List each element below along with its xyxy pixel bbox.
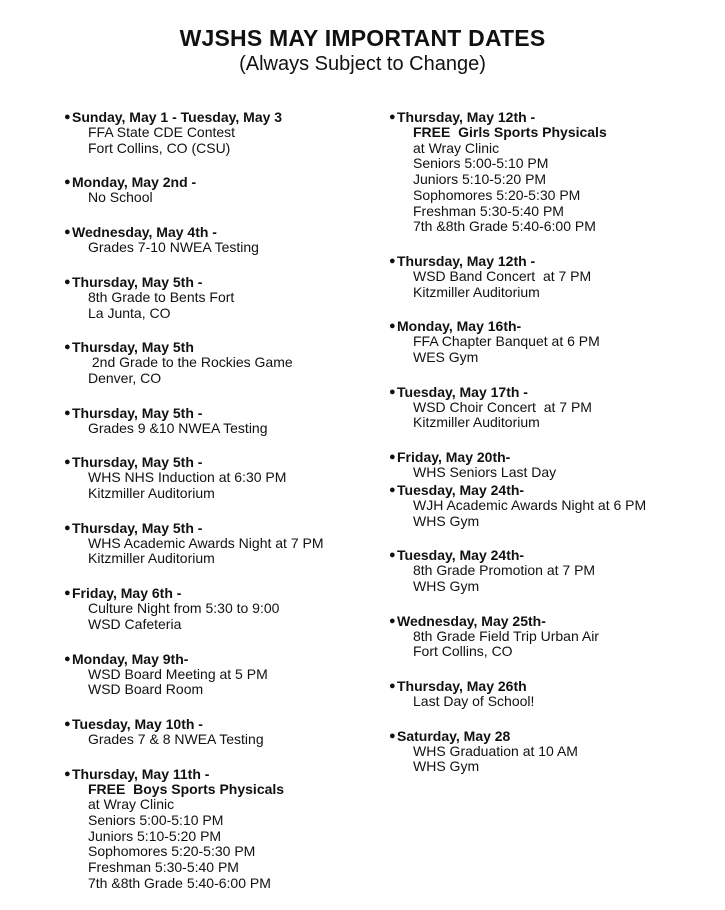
event-date: Thursday, May 26th xyxy=(397,678,527,695)
event-item xyxy=(65,520,365,567)
event-item xyxy=(390,253,710,300)
event-item xyxy=(390,482,710,529)
event-detail: WHS Graduation at 10 AM xyxy=(413,742,578,759)
event-detail: 8th Grade Promotion at 7 PM xyxy=(413,562,596,579)
event-heading xyxy=(65,585,365,601)
bullet-icon: ● xyxy=(64,521,71,534)
event-detail: Sophomores 5:20-5:30 PM xyxy=(413,186,581,203)
event-item xyxy=(65,405,365,437)
event-detail: FREE Girls Sports Physicals xyxy=(413,124,607,140)
event-heading xyxy=(390,613,710,629)
event-detail: Juniors 5:10-5:20 PM xyxy=(88,827,222,844)
event-heading xyxy=(65,651,365,667)
event-item xyxy=(390,678,710,710)
bullet-icon: ● xyxy=(64,275,71,288)
event-detail: La Junta, CO xyxy=(88,304,171,321)
event-item xyxy=(390,449,710,481)
event-detail: Sophomores 5:20-5:30 PM xyxy=(88,843,256,860)
bullet-icon: ● xyxy=(64,226,71,239)
event-date: Thursday, May 5th - xyxy=(72,519,203,536)
event-detail: WHS NHS Induction at 6:30 PM xyxy=(88,469,287,486)
event-date: Thursday, May 5th - xyxy=(72,273,203,290)
bullet-icon: ● xyxy=(64,176,71,189)
event-item xyxy=(65,585,365,632)
event-detail: WES Gym xyxy=(413,349,479,366)
event-item xyxy=(390,109,710,235)
bullet-icon: ● xyxy=(64,341,71,354)
event-heading xyxy=(390,449,710,465)
event-item xyxy=(390,318,710,365)
event-item xyxy=(65,651,365,698)
event-detail: Kitzmiller Auditorium xyxy=(413,283,540,300)
event-detail: Kitzmiller Auditorium xyxy=(88,550,215,567)
event-date: Thursday, May 5th xyxy=(72,339,194,356)
event-heading xyxy=(65,716,365,732)
event-detail: Culture Night from 5:30 to 9:00 xyxy=(88,600,280,617)
event-item xyxy=(390,384,710,431)
bullet-icon: ● xyxy=(64,717,71,730)
event-item xyxy=(65,274,365,321)
event-heading xyxy=(390,318,710,334)
bullet-icon: ● xyxy=(389,549,396,562)
bullet-icon: ● xyxy=(389,111,396,123)
event-detail: 7th &8th Grade 5:40-6:00 PM xyxy=(88,874,271,891)
bullet-icon: ● xyxy=(389,729,396,742)
bullet-icon: ● xyxy=(389,385,396,398)
event-item xyxy=(65,766,365,892)
event-heading xyxy=(390,678,710,694)
bullet-icon: ● xyxy=(389,320,396,333)
event-heading xyxy=(390,253,710,269)
event-detail: WHS Gym xyxy=(413,512,480,529)
event-detail: WSD Board Room xyxy=(88,681,204,698)
event-detail: Fort Collins, CO (CSU) xyxy=(88,139,231,156)
page-subtitle: (Always Subject to Change) xyxy=(239,53,486,75)
event-detail: Fort Collins, CO xyxy=(413,643,513,660)
event-date: Saturday, May 28 xyxy=(397,727,511,744)
event-date: Tuesday, May 24th- xyxy=(397,481,525,498)
bullet-icon: ● xyxy=(389,451,396,464)
event-detail: WHS Gym xyxy=(413,758,480,775)
event-detail: at Wray Clinic xyxy=(88,796,175,813)
event-heading xyxy=(65,405,365,421)
event-item xyxy=(390,728,710,775)
event-heading xyxy=(65,520,365,536)
event-date: Thursday, May 11th - xyxy=(72,765,210,782)
event-date: Friday, May 20th- xyxy=(397,449,511,466)
event-heading xyxy=(390,482,710,498)
event-date: Thursday, May 12th - xyxy=(397,252,536,269)
event-heading xyxy=(65,274,365,290)
event-item xyxy=(65,224,365,256)
event-date: Thursday, May 5th - xyxy=(72,404,203,421)
event-heading xyxy=(390,547,710,563)
event-item xyxy=(65,174,365,206)
event-detail: 8th Grade to Bents Fort xyxy=(88,288,235,305)
event-date: Friday, May 6th - xyxy=(72,585,182,602)
event-detail: WHS Seniors Last Day xyxy=(413,464,557,481)
event-detail: 2nd Grade to the Rockies Game xyxy=(88,354,293,371)
event-item xyxy=(390,613,710,660)
event-date: Sunday, May 1 - Tuesday, May 3 xyxy=(72,109,283,125)
event-item xyxy=(65,716,365,748)
bullet-icon: ● xyxy=(64,456,71,469)
bullet-icon: ● xyxy=(389,614,396,627)
event-detail: No School xyxy=(88,189,153,206)
event-detail: Kitzmiller Auditorium xyxy=(413,414,540,431)
event-detail: FFA Chapter Banquet at 6 PM xyxy=(413,333,600,350)
event-detail: Seniors 5:00-5:10 PM xyxy=(88,812,224,829)
event-item xyxy=(65,109,365,156)
event-detail: Freshman 5:30-5:40 PM xyxy=(413,202,564,219)
event-detail: Denver, CO xyxy=(88,369,162,386)
event-detail: 8th Grade Field Trip Urban Air xyxy=(413,627,599,644)
event-detail: 7th &8th Grade 5:40-6:00 PM xyxy=(413,218,596,235)
event-heading xyxy=(65,109,365,125)
event-date: Thursday, May 5th - xyxy=(72,454,203,471)
bullet-icon: ● xyxy=(389,254,396,267)
event-detail: at Wray Clinic xyxy=(413,139,500,156)
left-column xyxy=(65,109,365,892)
event-detail: Seniors 5:00-5:10 PM xyxy=(413,155,549,172)
bullet-icon: ● xyxy=(389,680,396,693)
event-date: Monday, May 2nd - xyxy=(72,174,197,191)
event-date: Tuesday, May 24th- xyxy=(397,547,525,564)
event-detail: WJH Academic Awards Night at 6 PM xyxy=(413,496,647,513)
event-detail: WSD Band Concert at 7 PM xyxy=(413,267,592,284)
event-detail: Kitzmiller Auditorium xyxy=(88,485,215,502)
event-date: Thursday, May 12th - xyxy=(397,109,536,125)
event-date: Wednesday, May 4th - xyxy=(72,224,217,241)
event-item xyxy=(390,547,710,594)
event-heading xyxy=(65,224,365,240)
event-heading xyxy=(390,384,710,400)
event-item xyxy=(65,454,365,501)
event-date: Wednesday, May 25th- xyxy=(397,612,546,629)
event-detail: Juniors 5:10-5:20 PM xyxy=(413,171,547,188)
event-detail: Last Day of School! xyxy=(413,693,535,710)
event-date: Monday, May 9th- xyxy=(72,650,189,667)
event-detail: Grades 7-10 NWEA Testing xyxy=(88,239,259,256)
event-detail: Grades 7 & 8 NWEA Testing xyxy=(88,730,264,747)
event-heading xyxy=(65,454,365,470)
bullet-icon: ● xyxy=(64,587,71,600)
event-detail: WSD Choir Concert at 7 PM xyxy=(413,398,592,415)
event-detail: Freshman 5:30-5:40 PM xyxy=(88,859,239,876)
event-heading xyxy=(390,109,710,125)
event-heading xyxy=(390,728,710,744)
event-date: Tuesday, May 10th - xyxy=(72,715,203,732)
bullet-icon: ● xyxy=(389,483,396,496)
event-detail: WHS Academic Awards Night at 7 PM xyxy=(88,534,324,551)
bullet-icon: ● xyxy=(64,652,71,665)
event-detail: WHS Gym xyxy=(413,577,480,594)
event-detail: WSD Cafeteria xyxy=(88,615,182,632)
event-detail: Grades 9 &10 NWEA Testing xyxy=(88,419,268,436)
event-date: Tuesday, May 17th - xyxy=(397,383,528,400)
right-column xyxy=(390,109,710,775)
event-heading xyxy=(65,766,365,782)
bullet-icon: ● xyxy=(64,406,71,419)
page-title: WJSHS MAY IMPORTANT DATES xyxy=(179,25,546,51)
event-heading xyxy=(65,339,365,355)
event-detail: FREE Boys Sports Physicals xyxy=(88,780,285,797)
event-date: Monday, May 16th- xyxy=(397,318,522,335)
event-heading xyxy=(65,174,365,190)
event-detail: WSD Board Meeting at 5 PM xyxy=(88,665,268,682)
event-item xyxy=(65,339,365,386)
bullet-icon: ● xyxy=(64,767,71,780)
event-detail: FFA State CDE Contest xyxy=(88,124,236,140)
bullet-icon: ● xyxy=(64,111,71,123)
